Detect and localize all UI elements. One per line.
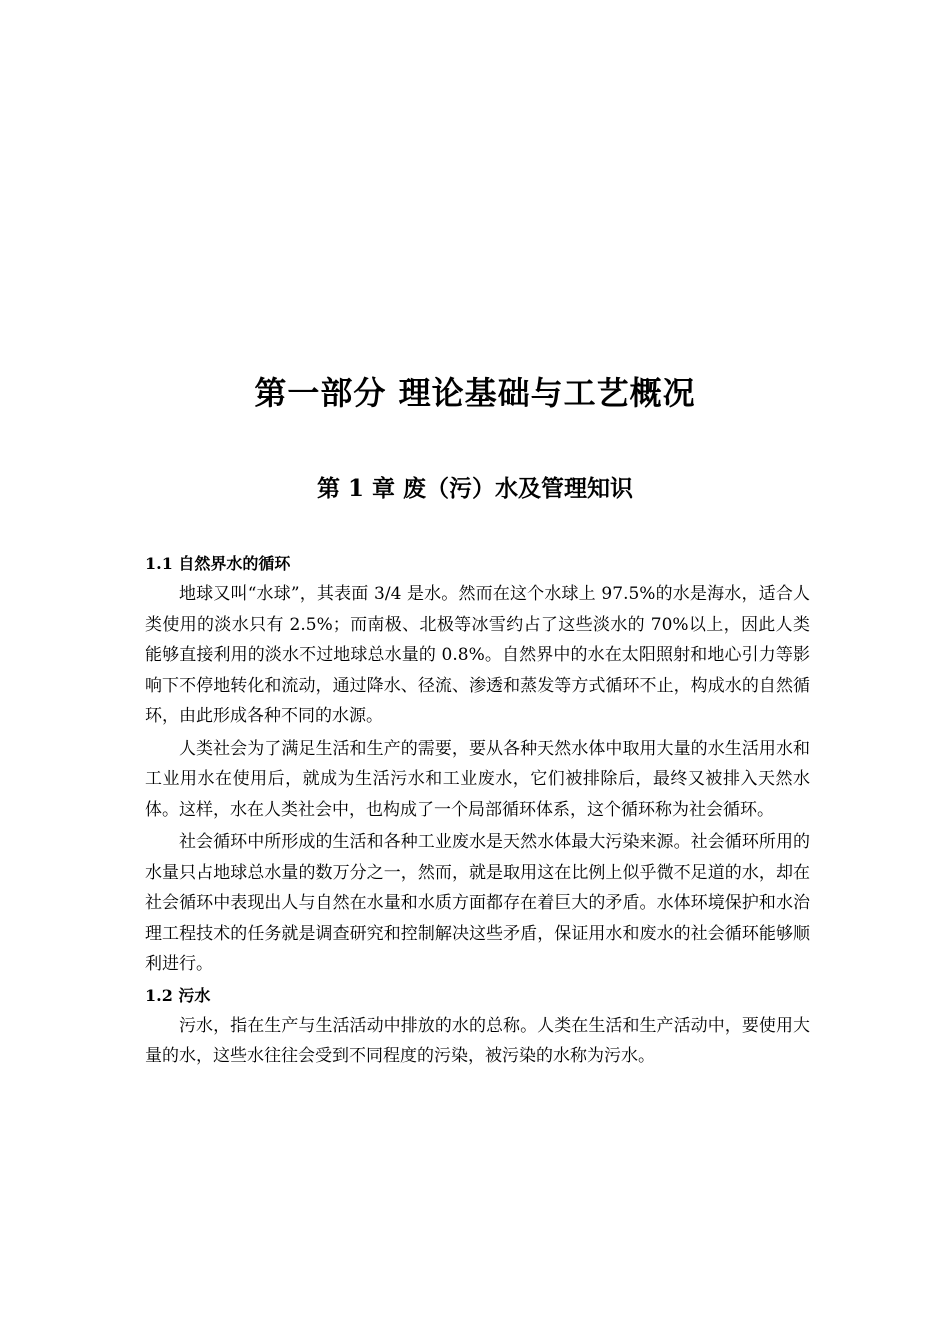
document-body: [145, 548, 810, 1074]
section-heading: 1.2 污水: [145, 985, 211, 1005]
paragraph: 社会循环中所形成的生活和各种工业废水是天然水体最大污染来源。社会循环所用的水量只占地球总水量的数万分之一，然而，就是取用这在比例上似乎微不足道的水，却在社会循环中表现出人与自然在水量和水质方面都存在着巨大的矛盾。水体环境保护和水治理工程技术的任务就是调查研究和控制解决这些矛盾，保证用水和废水的社会循环能够顺利进行。: [145, 832, 810, 974]
part-title: 第一部分 理论基础与工艺概况: [254, 374, 696, 412]
section-heading: 1.1 自然界水的循环: [145, 554, 291, 573]
paragraph: 地球又叫“水球”，其表面 3/4 是水。然而在这个水球上 97.5%的水是海水，适合人类使用的淡水只有 2.5%；而南极、北极等冰雪约占了这些淡水的 70%以上，因此人类能够直接利用的淡水不过地球总水量的 0.8%。自然界中的水在太阳照射和地心引力等影响下不停地转化和流动，通过降水、径流、渗透和蒸发等方式循环不止，构成水的自然循环，由此形成各种不同的水源。: [145, 584, 810, 726]
paragraph: 人类社会为了满足生活和生产的需要，要从各种天然水体中取用大量的水生活用水和工业用水在使用后，就成为生活污水和工业废水，它们被排除后，最终又被排入天然水体。这样，水在人类社会中，也构成了一个局部循环体系，这个循环称为社会循环。: [145, 738, 810, 820]
chapter-title: 第 1 章 废（污）水及管理知识: [316, 475, 634, 502]
paragraph: 污水，指在生产与生活活动中排放的水的总称。人类在生活和生产活动中，要使用大量的水，这些水往往会受到不同程度的污染，被污染的水称为污水。: [145, 1015, 810, 1066]
